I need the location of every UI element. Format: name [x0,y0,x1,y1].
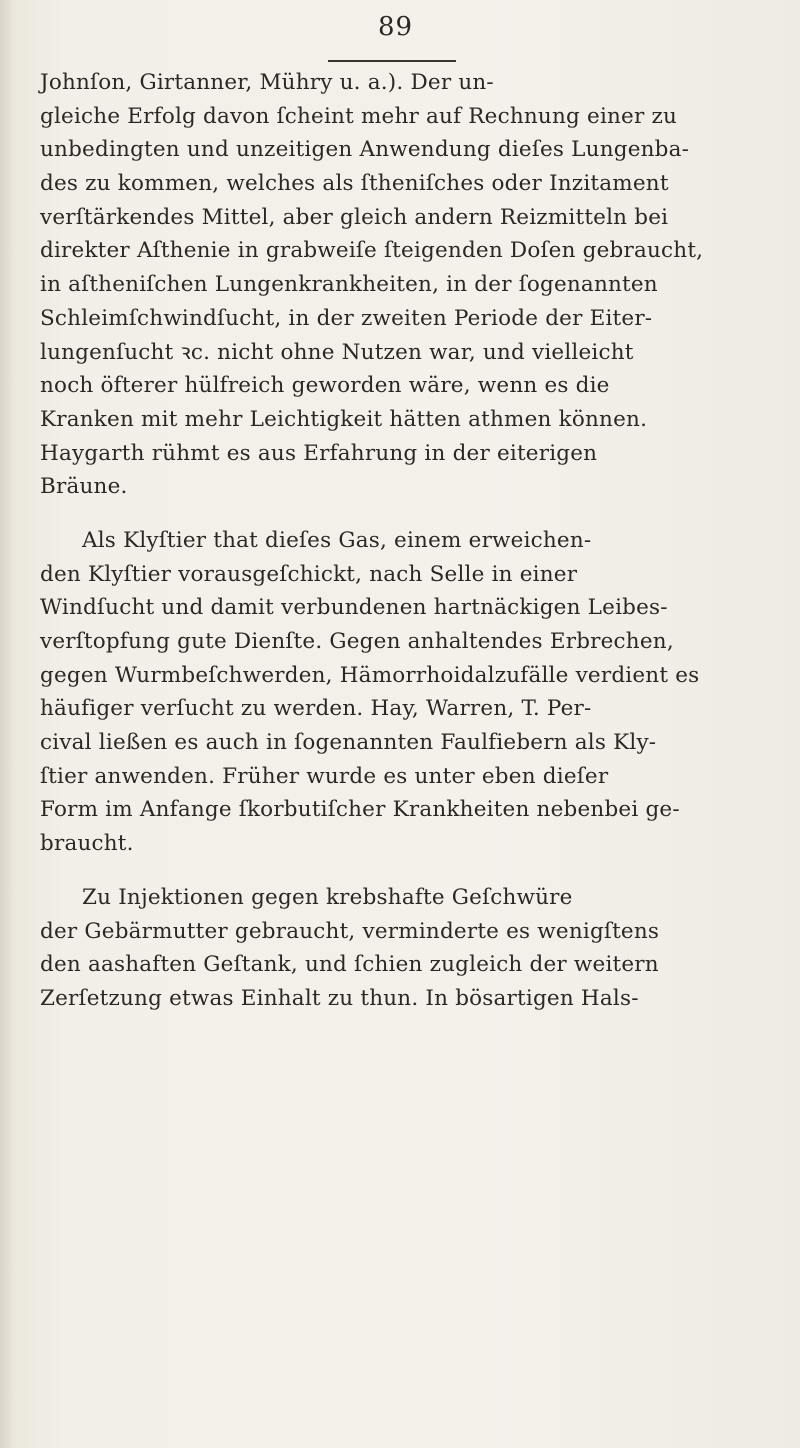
text-line: verſtärkendes Mittel, aber gleich andern Reizmitteln bei [40,204,669,230]
text-line: cival ließen es auch in ſogenannten Faulfiebern als Kly- [40,730,657,756]
text-line: der Gebärmutter gebraucht, verminderte es wenigſtens [40,918,660,944]
text-line: Zerſetzung etwas Einhalt zu thun. In bösartigen Hals- [40,985,639,1011]
paragraph-gap [40,504,776,524]
paragraph [40,524,776,861]
text-line: Johnſon, Girtanner, Mühry u. a.). Der un- [40,70,494,95]
text-line: Haygarth rühmt es aus Erfahrung in der eiterigen [40,440,598,466]
text-line: Kranken mit mehr Leichtigkeit hätten athmen können. [40,406,648,432]
text-line: Als Klyſtier that dieſes Gas, einem erweichen- [82,527,592,553]
text-line: Zu Injektionen gegen krebshafte Geſchwüre [82,884,573,910]
text-line: in aſtheniſchen Lungenkrankheiten, in der ſogenannten [40,272,658,298]
text-line: ſtier anwenden. Früher wurde es unter eben dieſer [40,763,609,789]
paragraph-gap [40,861,776,881]
header-rule [328,60,456,62]
text-line: Schleimſchwindſucht, in der zweiten Periode der Eiter- [40,305,653,331]
paragraph [40,66,776,504]
text-line: unbedingten und unzeitigen Anwendung dieſes Lungenba- [40,137,690,163]
text-line: häufiger verſucht zu werden. Hay, Warren, T. Per- [40,696,592,722]
text-line: gegen Wurmbeſchwerden, Hämorrhoidalzufälle verdient es [40,662,700,688]
body-text [40,66,776,1016]
text-line: des zu kommen, welches als ſtheniſches oder Inzitament [40,171,669,197]
text-line: gleiche Erfolg davon ſcheint mehr auf Rechnung einer zu [40,103,678,129]
text-line: Bräune. [40,474,128,500]
page-number: 89 [378,12,414,42]
page-shadow-edge [0,0,14,1448]
text-line: den Klyſtier vorausgeſchickt, nach Selle in einer [40,561,578,587]
text-line: braucht. [40,831,134,857]
text-line: Form im Anfange ſkorbutiſcher Krankheiten nebenbei ge- [40,797,680,823]
paragraph [40,881,776,1016]
text-line: direkter Aſthenie in grabweiſe ſteigenden Doſen gebraucht, [40,238,704,264]
text-line: verſtopfung gute Dienſte. Gegen anhaltendes Erbrechen, [40,629,674,654]
text-line: Windſucht und damit verbundenen hartnäckigen Leibes- [40,595,668,621]
text-line: lungenſucht ꝛc. nicht ohne Nutzen war, und vielleicht [40,339,634,365]
text-line: noch öfterer hülfreich geworden wäre, wenn es die [40,373,610,399]
text-line: den aashaften Geſtank, und ſchien zugleich der weitern [40,952,659,978]
